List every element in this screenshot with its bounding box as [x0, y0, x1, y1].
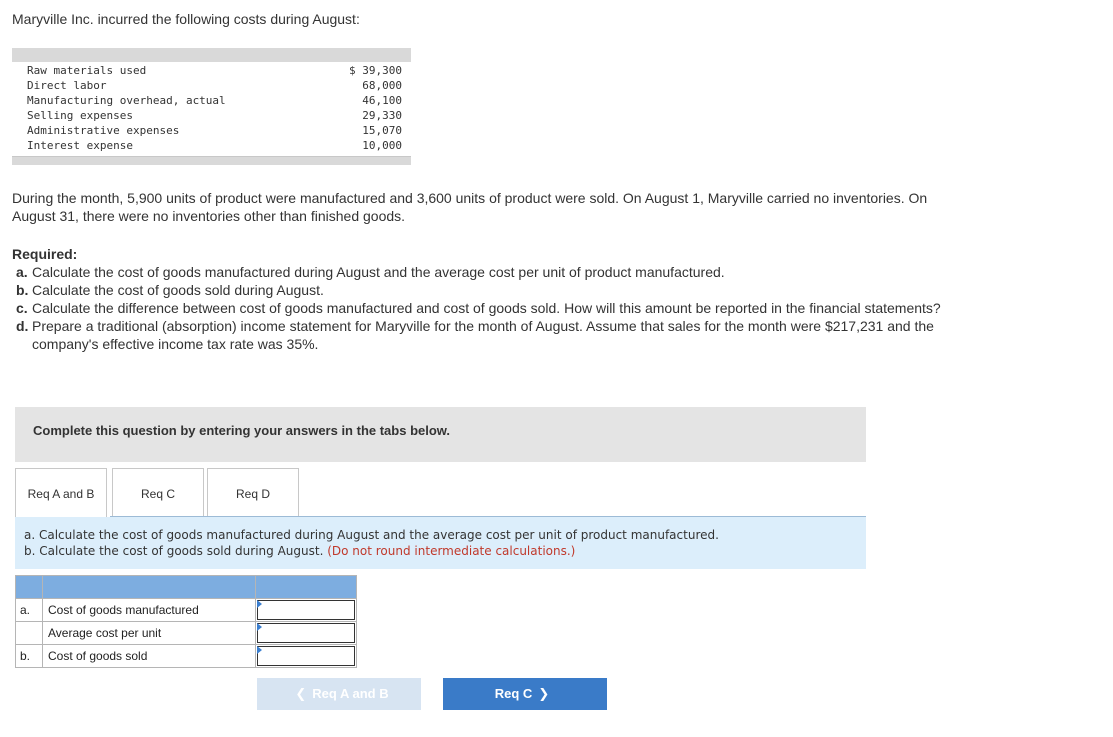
header-cell: [16, 576, 43, 599]
required-item: [12, 263, 942, 281]
next-button[interactable]: [443, 678, 607, 710]
instruction-line-b-text: b. Calculate the cost of goods sold during August.: [24, 544, 324, 558]
cost-amount: 10,000: [362, 139, 402, 152]
row-letter: b.: [16, 645, 43, 668]
cost-row: [12, 78, 411, 93]
instruction-banner: [15, 407, 866, 462]
avg-cost-input[interactable]: [257, 623, 355, 643]
cost-label: Administrative expenses: [27, 124, 180, 137]
tab-req-a-and-b[interactable]: Req A and B: [15, 468, 107, 517]
answer-table: [15, 575, 357, 668]
prev-button-label: Req A and B: [312, 686, 389, 701]
required-letter: d.: [16, 318, 29, 334]
chevron-left-icon: ❮: [295, 686, 307, 701]
banner-text: Complete this question by entering your answers in the tabs below.: [33, 423, 451, 438]
row-label: Cost of goods manufactured: [43, 599, 256, 622]
cost-row: [12, 123, 411, 138]
answer-row: [16, 645, 357, 668]
required-letter: b.: [16, 282, 29, 298]
header-cell: [256, 576, 357, 599]
required-text: Calculate the cost of goods sold during August.: [32, 282, 324, 298]
cost-amount: 46,100: [362, 94, 402, 107]
required-text: Calculate the cost of goods manufactured during August and the average cost per unit of product manufactured.: [32, 264, 725, 280]
cost-row: [12, 63, 411, 78]
instruction-line-a: a. Calculate the cost of goods manufactured during August and the average cost per unit of product manufactured.: [24, 528, 719, 542]
cost-row: [12, 138, 411, 153]
required-item: [12, 281, 942, 299]
cost-table-header-bar: [12, 48, 411, 62]
tab-req-d[interactable]: Req D: [207, 468, 299, 516]
answer-header-row: [16, 576, 357, 599]
required-text: Calculate the difference between cost of goods manufactured and cost of goods sold. How will this amount be reported in the financial statements?: [32, 300, 941, 316]
tab-req-c[interactable]: Req C: [112, 468, 204, 516]
tab-instructions: [15, 517, 866, 569]
cost-amount: 29,330: [362, 109, 402, 122]
cost-row: [12, 108, 411, 123]
cost-row: [12, 93, 411, 108]
cost-label: Raw materials used: [27, 64, 147, 77]
required-letter: a.: [16, 264, 28, 280]
cogm-input[interactable]: [257, 600, 355, 620]
required-item: [12, 299, 942, 317]
row-label: Cost of goods sold: [43, 645, 256, 668]
cost-rows: [12, 62, 411, 154]
answer-cell: [256, 645, 357, 668]
next-button-label: Req C: [494, 686, 533, 701]
cost-amount: 68,000: [362, 79, 402, 92]
problem-paragraph: During the month, 5,900 units of product were manufactured and 3,600 units of product were sold. On August 1, Maryville carried no inventories. On August 31, there were no inventories other than finished goods.: [12, 190, 928, 224]
row-letter: [16, 622, 43, 645]
required-letter: c.: [16, 300, 28, 316]
chevron-right-icon: ❯: [538, 686, 550, 701]
required-section: [12, 245, 942, 353]
required-text: Prepare a traditional (absorption) income statement for Maryville for the month of August. Assume that sales for the month were $217,231 and the company's effective income tax rate was 35%.: [32, 318, 934, 352]
row-label: Average cost per unit: [43, 622, 256, 645]
cost-label: Interest expense: [27, 139, 133, 152]
instruction-line-b: [24, 544, 575, 558]
answer-row: [16, 599, 357, 622]
cost-label: Selling expenses: [27, 109, 133, 122]
row-letter: a.: [16, 599, 43, 622]
cost-amount: $ 39,300: [349, 64, 402, 77]
rounding-note: (Do not round intermediate calculations.): [327, 544, 576, 558]
cogs-input[interactable]: [257, 646, 355, 666]
answer-cell: [256, 599, 357, 622]
cost-label: Manufacturing overhead, actual: [27, 94, 226, 107]
intro-text: Maryville Inc. incurred the following costs during August:: [12, 11, 360, 27]
cost-table: [12, 48, 411, 165]
prev-button[interactable]: [257, 678, 421, 710]
cost-label: Direct labor: [27, 79, 107, 92]
answer-cell: [256, 622, 357, 645]
cost-table-footer-bar: [12, 156, 411, 165]
required-heading: Required:: [12, 246, 78, 262]
answer-row: [16, 622, 357, 645]
cost-amount: 15,070: [362, 124, 402, 137]
header-cell: [43, 576, 256, 599]
required-item: [12, 317, 942, 353]
